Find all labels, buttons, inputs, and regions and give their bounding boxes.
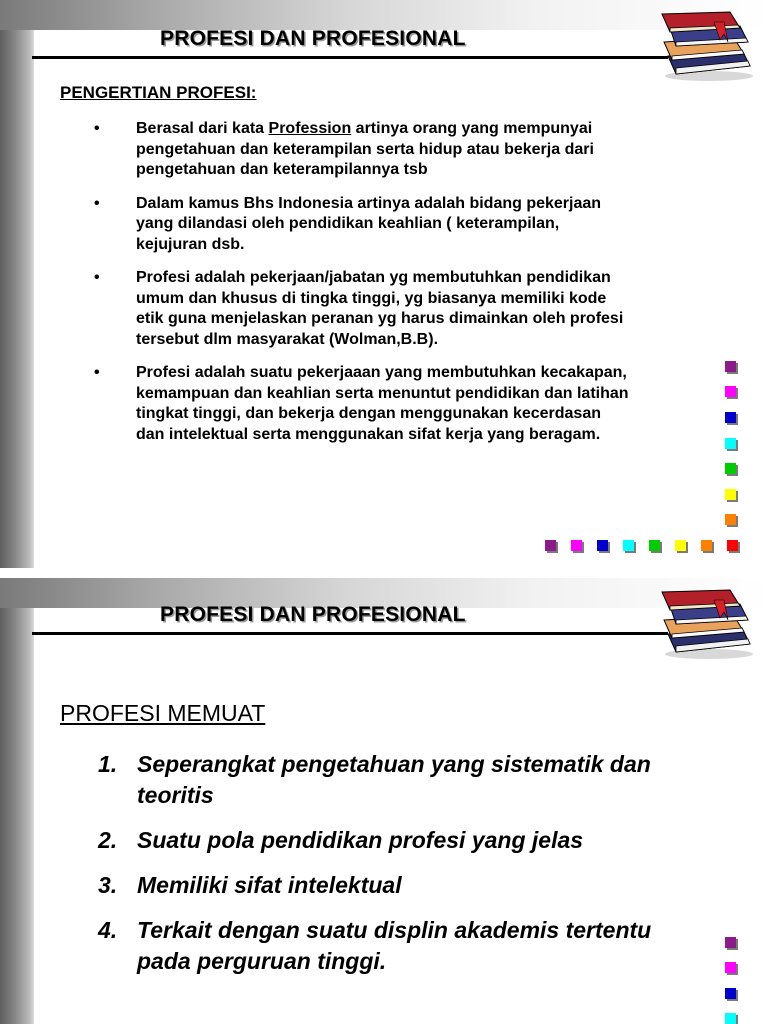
item-number: 4. — [98, 917, 118, 943]
decorative-square — [725, 412, 736, 423]
top-gradient-band — [0, 0, 768, 30]
item-number: 2. — [98, 827, 118, 853]
decorative-square — [727, 540, 738, 551]
list-item: 1. Seperangkat pengetahuan yang sistematik dan teoritis — [98, 751, 651, 808]
section-heading: PROFESI MEMUAT — [60, 700, 266, 726]
list-item: 4. Terkait dengan suatu displin akademis tertentu pada perguruan tinggi. — [98, 917, 652, 974]
decorative-square — [725, 463, 736, 474]
decorative-square — [725, 489, 736, 500]
decorative-square — [545, 540, 556, 551]
list-item: • Profesi adalah pekerjaan/jabatan yg membutuhkan pendidikan umum dan khusus di tingka tinggi, yg biasanya memiliki kode etik guna menjelaskan peranan yg harus dimainkan oleh profesi tersebut dlm masyarakat (Wolman,B.B). — [94, 269, 624, 348]
section-heading: PENGERTIAN PROFESI: — [60, 83, 257, 102]
decorative-square — [571, 540, 582, 551]
decorative-square — [725, 361, 736, 372]
slide-title: PROFESI DAN PROFESIONAL — [160, 27, 466, 50]
slide-title: PROFESI DAN PROFESIONAL — [160, 603, 466, 626]
stack-of-books-icon — [654, 4, 764, 82]
decorative-square — [675, 540, 686, 551]
list-item: • Dalam kamus Bhs Indonesia artinya adalah bidang pekerjaan yang dilandasi oleh pendidikan keahlian ( keterampilan, kejujuran dsb. — [94, 194, 602, 253]
bullet-icon: • — [94, 120, 100, 137]
decorative-square — [623, 540, 634, 551]
stack-of-books-icon — [654, 582, 764, 660]
decorative-square — [725, 988, 736, 999]
title-divider — [32, 632, 668, 635]
decorative-square — [649, 540, 660, 551]
bullet-icon: • — [94, 194, 100, 212]
list-item: 2. Suatu pola pendidikan profesi yang jelas — [98, 825, 738, 856]
list-item: • Berasal dari kata Profession artinya orang yang mempunyai pengetahuan dan keterampilan serta hidup atau bekerja dari pengetahuan dan keterampilannya tsb — [94, 120, 594, 178]
underlined-term: Profession — [268, 120, 352, 137]
decorative-square — [725, 438, 736, 449]
decorative-square — [725, 1013, 736, 1024]
item-number: 3. — [98, 872, 118, 898]
list-item: 3. Memiliki sifat intelektual — [98, 870, 738, 901]
decorative-square — [725, 962, 736, 973]
decorative-square — [725, 514, 736, 525]
decorative-square — [725, 386, 736, 397]
numbered-list — [98, 749, 738, 991]
decorative-square — [701, 540, 712, 551]
decorative-square — [597, 540, 608, 551]
item-number: 1. — [98, 751, 118, 777]
decorative-square — [725, 937, 736, 948]
list-item: • Profesi adalah suatu pekerjaaan yang membutuhkan kecakapan, kemampuan dan keahlian serta menuntut pendidikan dan latihan tingkat tinggi, dan bekerja dengan menggunakan kecerdasan dan intelektual serta menggunakan sifat kerja yang beragam. — [94, 364, 629, 443]
title-divider — [32, 56, 668, 59]
bullet-icon: • — [94, 269, 100, 286]
definition-list — [94, 119, 734, 458]
bullet-icon: • — [94, 364, 100, 381]
